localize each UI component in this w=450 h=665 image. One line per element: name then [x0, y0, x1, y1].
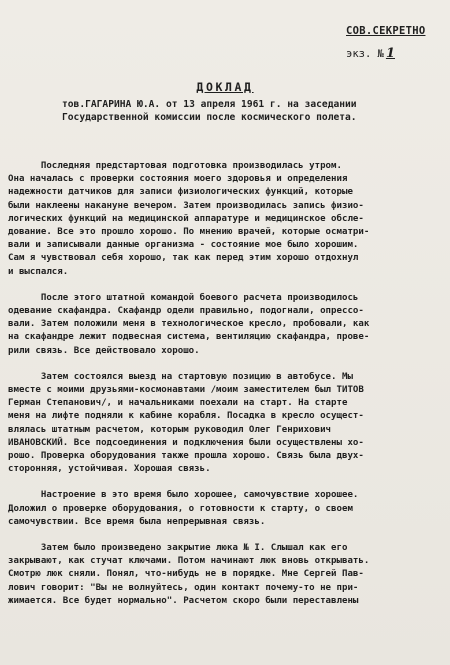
- text-line: влялась штатным расчетом, которым руководил Олег Генрихович: [8, 424, 332, 435]
- text-line: дование. Все это прошло хорошо. По мнению врачей, которые осматри-: [8, 227, 370, 238]
- text-line: сторонняя, устойчивая. Хорошая связь.: [8, 464, 211, 475]
- text-line: рошо. Проверка оборудования также прошла хорошо. Связь была двух-: [8, 451, 364, 462]
- document-title: ДОКЛАД: [196, 80, 254, 94]
- classification-stamp: СОВ.СЕКРЕТНО: [346, 25, 426, 37]
- text-line: рили связь. Все действовало хорошо.: [8, 345, 200, 356]
- text-line: вместе с моими друзьями-космонавтами /моим заместителем был ТИТОВ: [8, 385, 364, 396]
- text-line: После этого штатной командой боевого расчета производилось: [8, 292, 359, 303]
- subtitle-line: тов.ГАГАРИНА Ю.А. от 13 апреля 1961 г. на заседании: [62, 99, 357, 110]
- text-line: Затем состоялся выезд на стартовую позицию в автобусе. Мы: [8, 371, 353, 382]
- subtitle-line: Государственной комиссии после космического полета.: [62, 112, 357, 123]
- text-line: Настроение в это время было хорошее, самочувствие хорошее.: [8, 490, 359, 501]
- text-line: Сам я чувствовал себя хорошо, так как перед этим хорошо отдохнул: [8, 253, 359, 264]
- text-line: Последняя предстартовая подготовка производилась утром.: [8, 161, 342, 171]
- text-line: Доложил о проверке оборудования, о готовности к старту, о своем: [8, 503, 353, 514]
- text-line: логических функций на медицинской аппаратуре и медицинское обсле-: [8, 213, 364, 224]
- text-line: лович говорит: "Вы не волнуйтесь, один контакт почему-то не при-: [8, 582, 359, 593]
- text-line: на скафандре лежит подвесная система, вентиляцию скафандра, прове-: [8, 332, 370, 343]
- text-line: надежности датчиков для записи физиологических функций, которые: [8, 187, 353, 198]
- text-line: и выспался.: [8, 266, 69, 277]
- text-line: Смотрю люк сняли. Понял, что-нибудь не в порядке. Мне Сергей Пав-: [8, 569, 364, 580]
- copy-number-value: 1: [385, 46, 395, 61]
- document-subtitle: [62, 98, 442, 124]
- text-line: самочувствии. Все время была непрерывная связь.: [8, 516, 266, 527]
- text-line: меня на лифте подняли к кабине корабля. Посадка в кресло осущест-: [8, 411, 364, 422]
- copy-label: экз. №: [346, 48, 384, 60]
- text-line: закрывают, как стучат ключами. Потом начинают люк вновь открывать.: [8, 556, 370, 567]
- paragraph: [8, 371, 448, 477]
- text-line: ИВАНОВСКИЙ. Все подсоединения и подключения были осуществлены хо-: [8, 437, 364, 448]
- text-line: Она началась с проверки состояния моего здоровья и определения: [8, 174, 348, 185]
- paragraph: [8, 489, 448, 529]
- report-body: [8, 160, 448, 621]
- text-line: вали. Затем положили меня в технологическое кресло, пробовали, как: [8, 319, 370, 330]
- text-line: Герман Степанович/, и начальниками поехали на старт. На старте: [8, 398, 348, 409]
- text-line: одевание скафандра. Скафандр одели правильно, подогнали, опрессо-: [8, 306, 364, 317]
- paragraph: [8, 542, 448, 608]
- text-line: были наклеены накануне вечером. Затем производилась запись физио-: [8, 200, 364, 211]
- text-line: Затем было произведено закрытие люка № I. Слышал как его: [8, 543, 348, 554]
- paragraph: [8, 292, 448, 358]
- paragraph: [8, 160, 448, 279]
- copy-number: [346, 46, 395, 61]
- text-line: жимается. Все будет нормально". Расчетом скоро были переставлены: [8, 595, 359, 606]
- text-line: вали и записывали данные организма - состояние мое было хорошим.: [8, 240, 359, 251]
